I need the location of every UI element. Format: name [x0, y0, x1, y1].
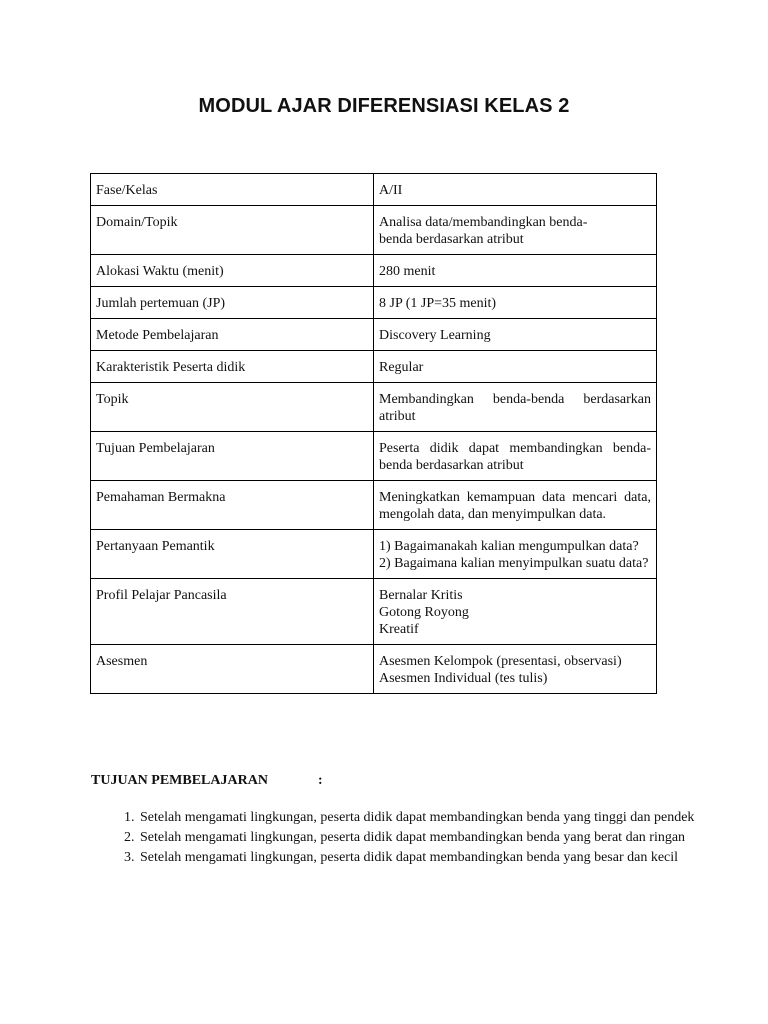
- module-info-table: [90, 173, 657, 694]
- question-1: 1) Bagaimanakah kalian mengumpulkan data?: [379, 539, 639, 554]
- row-value: Analisa data/membandingkan benda- benda berdasarkan atribut: [374, 206, 657, 255]
- row-label: Pertanyaan Pemantik: [91, 530, 374, 579]
- question-2: 2) Bagaimana kalian menyimpulkan suatu data?: [379, 556, 649, 571]
- row-label: Fase/Kelas: [91, 174, 374, 206]
- table-row: [91, 351, 657, 383]
- row-label: Tujuan Pembelajaran: [91, 432, 374, 481]
- table-row: [91, 255, 657, 287]
- table-row: [91, 645, 657, 694]
- table-row: [91, 319, 657, 351]
- section-heading: [91, 773, 323, 789]
- learning-goals-list: [90, 809, 725, 869]
- list-item: 2. Setelah mengamati lingkungan, peserta didik dapat membandingkan benda yang berat dan ringan: [138, 829, 725, 846]
- row-value: Meningkatkan kemampuan data mencari data, mengolah data, dan menyimpulkan data.: [374, 481, 657, 530]
- row-label: Karakteristik Peserta didik: [91, 351, 374, 383]
- row-label: Topik: [91, 383, 374, 432]
- row-label: Jumlah pertemuan (JP): [91, 287, 374, 319]
- row-label: Pemahaman Bermakna: [91, 481, 374, 530]
- row-value: A/II: [374, 174, 657, 206]
- table-row: [91, 432, 657, 481]
- row-value: [374, 530, 657, 579]
- row-value: Discovery Learning: [374, 319, 657, 351]
- table-row: [91, 287, 657, 319]
- row-label: Profil Pelajar Pancasila: [91, 579, 374, 645]
- row-value: 8 JP (1 JP=35 menit): [374, 287, 657, 319]
- table-row: [91, 530, 657, 579]
- row-value: Regular: [374, 351, 657, 383]
- table-row: [91, 174, 657, 206]
- section-heading-text: TUJUAN PEMBELAJARAN: [91, 773, 268, 788]
- row-value: Membandingkan benda-benda berdasarkan atribut: [374, 383, 657, 432]
- table-row: [91, 206, 657, 255]
- list-item: 1. Setelah mengamati lingkungan, peserta didik dapat membandingkan benda yang tinggi dan pendek: [138, 809, 725, 826]
- row-value: 280 menit: [374, 255, 657, 287]
- row-value: Bernalar Kritis Gotong Royong Kreatif: [374, 579, 657, 645]
- list-item: 3. Setelah mengamati lingkungan, peserta didik dapat membandingkan benda yang besar dan kecil: [138, 849, 725, 866]
- section-heading-colon: :: [318, 773, 323, 788]
- table-row: [91, 481, 657, 530]
- table-row: [91, 579, 657, 645]
- page-title: MODUL AJAR DIFERENSIASI KELAS 2: [198, 95, 570, 117]
- table-row: [91, 383, 657, 432]
- row-value: Asesmen Kelompok (presentasi, observasi) Asesmen Individual (tes tulis): [374, 645, 657, 694]
- row-value: Peserta didik dapat membandingkan benda-benda berdasarkan atribut: [374, 432, 657, 481]
- row-label: Alokasi Waktu (menit): [91, 255, 374, 287]
- row-label: Asesmen: [91, 645, 374, 694]
- row-label: Metode Pembelajaran: [91, 319, 374, 351]
- row-label: Domain/Topik: [91, 206, 374, 255]
